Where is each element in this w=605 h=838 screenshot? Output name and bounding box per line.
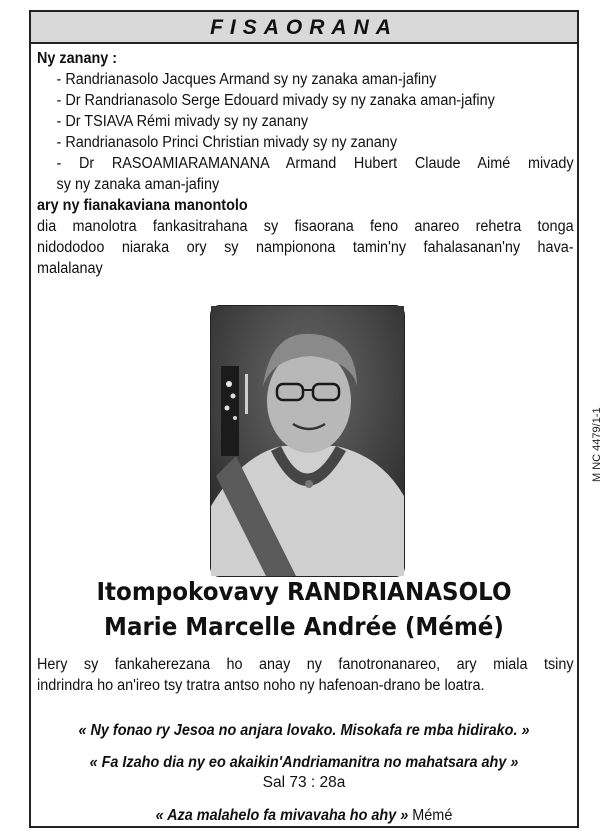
quote-3-signature: Mémé [412, 807, 453, 824]
reference-code: M NC 4479/1-1 [591, 407, 603, 482]
deceased-name-line2: Marie Marcelle Andrée (Mémé) [104, 612, 504, 641]
message-line-2: indrindra ho an'ireo tsy tratra antso noho ny hafenoan-drano be loatra. [37, 677, 485, 694]
deceased-portrait [210, 305, 405, 577]
quote-1: « Ny fonao ry Jesoa no anjara lovako. Misokafa re mba hidirako. » [78, 722, 530, 739]
family-item-5-line2: sy ny zanaka aman-jafiny [56, 176, 220, 193]
quote-3-text: « Aza malahelo fa mivavaha ho ahy » [155, 807, 409, 824]
family-item-2: - Dr Randrianasolo Serge Edouard mivady sy ny zanaka aman-jafiny [56, 92, 495, 109]
notice-title: FISAORANA [31, 12, 577, 44]
deceased-name-line1: Itompokovavy RANDRIANASOLO [96, 577, 512, 606]
thanks-line-2: nidododoo niaraka ory sy nampionona tamin'ny fahalasanan'ny hava- [37, 239, 574, 256]
family-section [37, 48, 574, 279]
family-item-4: - Randrianasolo Princi Christian mivady sy ny zanany [56, 134, 398, 151]
quote-2-reference: Sal 73 : 28a [262, 774, 346, 791]
family-item-5-line1: - Dr RASOAMIARAMANANA Armand Hubert Claude Aimé mivady [56, 155, 574, 172]
quote-3 [50, 807, 558, 825]
family-item-1: - Randrianasolo Jacques Armand sy ny zanaka aman-jafiny [56, 71, 437, 88]
portrait-image [211, 306, 404, 576]
message-section [37, 654, 574, 696]
family-item-3: - Dr TSIAVA Rémi mivady sy ny zanany [56, 113, 309, 130]
quote-2: « Fa Izaho dia ny eo akaikin'Andriamanitra no mahatsara ahy » [89, 754, 519, 771]
thanks-line-3: malalanay [37, 260, 103, 277]
children-intro: Ny zanany : [37, 50, 118, 67]
message-line-1: Hery sy fankaherezana ho anay ny fanotronanareo, ary miala tsiny [37, 656, 574, 673]
family-closing: ary ny fianakaviana manontolo [37, 197, 248, 214]
thanks-line-1: dia manolotra fankasitrahana sy fisaorana feno anareo rehetra tonga [37, 218, 574, 235]
notice-frame [29, 10, 603, 828]
